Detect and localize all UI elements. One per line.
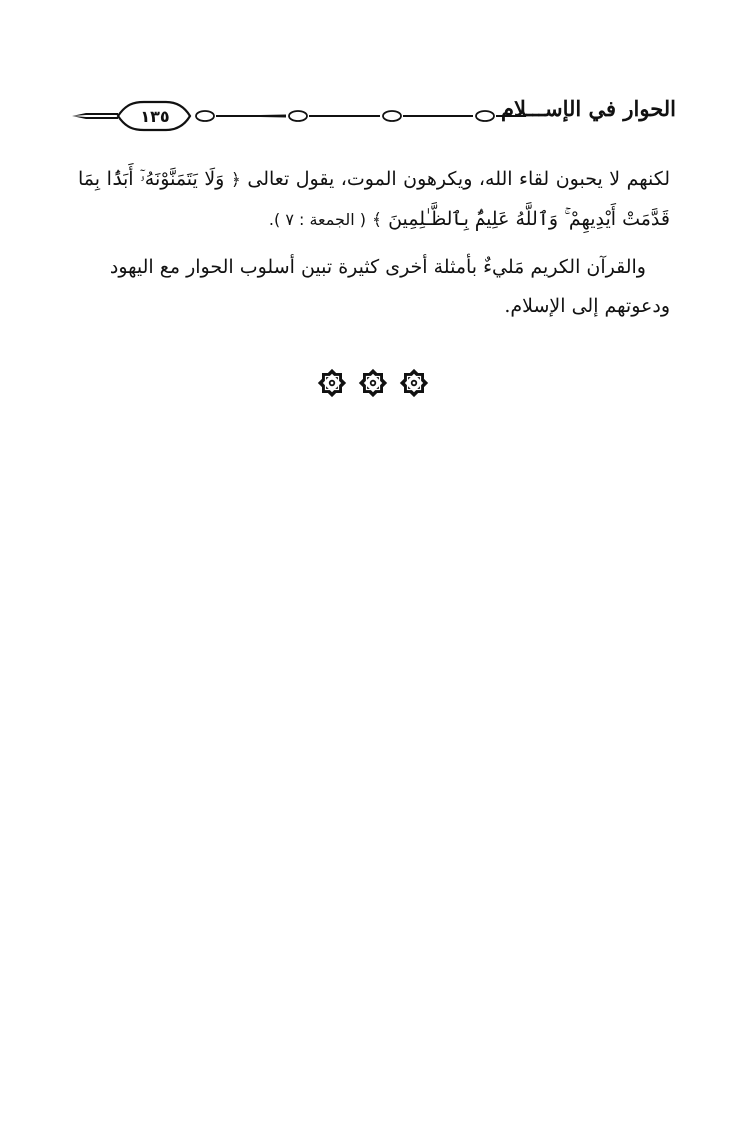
quran-open-bracket: ﴿ bbox=[230, 170, 241, 190]
page-header bbox=[68, 92, 676, 132]
verse-reference: ( الجمعة : ٧ ). bbox=[268, 210, 366, 229]
octagonal-star-ornament-icon bbox=[400, 369, 428, 397]
quran-verse: وَلَا يَتَمَنَّوْنَهُۥٓ أَبَدًۢا بِمَا قَدَّمَتْ أَيْدِيهِمْ ۚ وَٱللَّهُ عَلِيمٌۢ بِٱلظَّـٰلِمِينَ bbox=[78, 168, 670, 230]
header-oval-1 bbox=[196, 111, 214, 121]
header-rule-ornament bbox=[68, 92, 528, 132]
paragraph-1 bbox=[78, 160, 670, 240]
header-left-rule bbox=[72, 113, 118, 119]
octagonal-star-ornament-icon bbox=[318, 369, 346, 397]
header-oval-3 bbox=[383, 111, 401, 121]
section-end-ornaments bbox=[314, 368, 444, 398]
paragraph-2 bbox=[78, 248, 670, 326]
page-number: ١٣٥ bbox=[140, 107, 170, 126]
octagonal-star-ornament-icon bbox=[359, 369, 387, 397]
header-oval-4 bbox=[476, 111, 494, 121]
paragraph-2-line-1: والقرآن الكريم مَليءٌ بأمثلة أخرى كثيرة تبين أسلوب الحوار مع اليهود bbox=[109, 256, 646, 278]
quran-close-bracket: ﴾ bbox=[372, 210, 383, 230]
page-body bbox=[78, 160, 670, 334]
running-header-title: الحوار في الإســـلام bbox=[501, 96, 676, 121]
header-oval-2 bbox=[289, 111, 307, 121]
paragraph-1-intro: لكنهم لا يحبون لقاء الله، ويكرهون الموت، يقول تعالى bbox=[247, 168, 671, 190]
paragraph-2-line-2: ودعوتهم إلى الإسلام. bbox=[504, 295, 670, 317]
